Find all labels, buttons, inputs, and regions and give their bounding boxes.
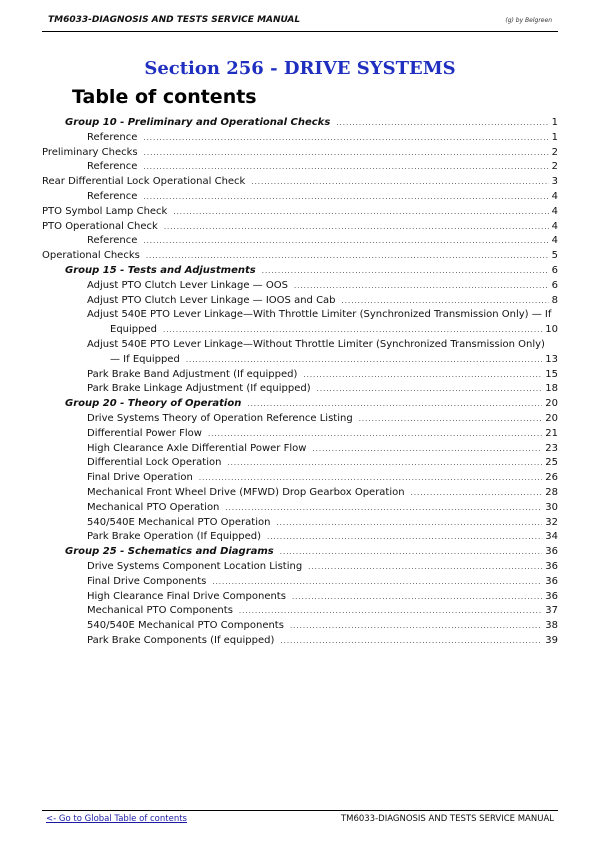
toc-entry-label: Operational Checks <box>42 250 140 262</box>
dot-leader <box>276 516 542 531</box>
toc-entry-row[interactable] <box>87 190 558 205</box>
toc-entry-label: Adjust PTO Clutch Lever Linkage — OOS <box>87 279 288 291</box>
dot-leader <box>186 353 542 368</box>
toc-entry-row[interactable] <box>87 456 558 471</box>
toc-entry-label: 540/540E Mechanical PTO Components <box>87 620 284 632</box>
dot-leader <box>163 323 542 338</box>
toc-entry-label: Reference <box>87 131 138 143</box>
toc-entry-label: Adjust PTO Clutch Lever Linkage — IOOS and Cab <box>87 294 336 306</box>
toc-entry-label: Drive Systems Component Location Listing <box>87 561 303 572</box>
toc-entry-label: Differential Lock Operation <box>87 457 222 469</box>
toc-entry-label: Preliminary Checks <box>42 146 138 158</box>
toc-entry-row[interactable] <box>87 279 558 294</box>
page-number: 4 <box>551 235 558 247</box>
toc-entry-row[interactable] <box>87 501 558 516</box>
page-number: 1 <box>551 131 558 143</box>
toc-entry-label: Park Brake Operation (If Equipped) <box>87 531 262 543</box>
toc-entry-label: High Clearance Final Drive Components <box>87 590 286 602</box>
global-toc-link[interactable]: <- Go to Global Table of contents <box>46 814 187 824</box>
toc-entry-label: Mechanical Front Wheel Drive (MFWD) Drop Gearbox Operation <box>87 487 405 498</box>
toc-entry-row[interactable] <box>42 205 558 220</box>
page-number: 36 <box>545 546 558 558</box>
dot-leader <box>294 279 549 294</box>
toc-entry-label: Mechanical PTO Components <box>87 605 233 617</box>
dot-leader <box>411 486 543 501</box>
toc-entry-label: Group 10 - Preliminary and Operational Checks <box>65 117 331 128</box>
page-number: 38 <box>545 620 558 632</box>
page-number: 2 <box>551 161 558 173</box>
toc-entry-label: Group 20 - Theory of Operation <box>65 398 242 410</box>
dot-leader <box>308 560 542 575</box>
page-number: 1 <box>551 117 558 128</box>
dot-leader <box>303 368 542 383</box>
manual-title: TM6033-DIAGNOSIS AND TESTS SERVICE MANUAL <box>48 15 301 25</box>
toc-entry-row[interactable] <box>110 323 558 338</box>
page-number: 2 <box>551 146 558 158</box>
toc-entry-label: Differential Power Flow <box>87 427 202 439</box>
toc-entry-label: Park Brake Band Adjustment (If equipped) <box>87 368 298 380</box>
toc-entry-label: Mechanical PTO Operation <box>87 501 220 513</box>
dot-leader <box>199 471 542 486</box>
dot-leader <box>262 264 549 279</box>
dot-leader <box>280 634 542 649</box>
page-number: 36 <box>545 561 558 572</box>
toc-group-row[interactable] <box>65 397 558 412</box>
toc-group-row[interactable] <box>65 116 558 131</box>
toc-entry-label: Reference <box>87 235 138 247</box>
dot-leader <box>251 175 548 190</box>
page-number: 18 <box>545 383 558 395</box>
page-number: 26 <box>545 472 558 484</box>
footer-manual-title: TM6033-DIAGNOSIS AND TESTS SERVICE MANUAL <box>340 814 554 824</box>
page-number: 20 <box>545 413 558 424</box>
credit-text: (g) by Belgreen <box>505 17 552 24</box>
toc-entry-label: — If Equipped <box>110 353 180 365</box>
page-number: 30 <box>545 501 558 513</box>
dot-leader <box>143 190 548 205</box>
toc-entry-row[interactable] <box>87 382 558 397</box>
toc-entry-label: Equipped <box>110 324 157 336</box>
toc-entry-row[interactable] <box>87 575 558 590</box>
toc-entry-row[interactable] <box>42 175 558 190</box>
toc-entry-label: Final Drive Operation <box>87 472 193 484</box>
toc-title: Table of contents <box>72 86 257 108</box>
toc-entry-label: Drive Systems Theory of Operation Reference Listing <box>87 413 353 424</box>
section-title: Section 256 - DRIVE SYSTEMS <box>144 58 456 79</box>
toc-entry-row[interactable] <box>87 412 558 427</box>
page-number: 36 <box>545 590 558 602</box>
page-number: 37 <box>545 605 558 617</box>
page-number: 4 <box>551 191 558 202</box>
dot-leader <box>317 382 543 397</box>
toc-entry-label: PTO Operational Check <box>42 220 158 232</box>
toc-entry-label: Group 25 - Schematics and Diagrams <box>65 546 274 558</box>
page-number: 36 <box>545 575 558 587</box>
dot-leader <box>143 160 548 175</box>
page-header <box>42 8 558 32</box>
dot-leader <box>173 205 548 220</box>
toc-entry-label: Rear Differential Lock Operational Check <box>42 176 246 188</box>
dot-leader <box>267 530 542 545</box>
page-number: 20 <box>545 398 558 410</box>
toc-entry-row[interactable] <box>87 530 558 545</box>
dot-leader <box>146 249 549 264</box>
toc-entry-label: Group 15 - Tests and Adjustments <box>65 265 256 276</box>
toc-entry-label: 540/540E Mechanical PTO Operation <box>87 516 271 528</box>
page-number: 6 <box>551 279 558 291</box>
dot-leader <box>280 545 543 560</box>
dot-leader <box>239 604 542 619</box>
page-number: 23 <box>545 442 558 454</box>
toc-group-row[interactable] <box>65 264 558 279</box>
dot-leader <box>208 427 542 442</box>
footer-divider <box>42 810 558 811</box>
toc-entry-row[interactable] <box>87 604 558 619</box>
dot-leader <box>359 412 543 427</box>
toc-entry-row[interactable] <box>87 619 558 634</box>
toc-entry-row[interactable] <box>87 427 558 442</box>
dot-leader <box>290 619 542 634</box>
toc-entry-row[interactable] <box>87 634 558 649</box>
page-number: 5 <box>551 250 558 262</box>
toc-entry-row[interactable] <box>42 146 558 161</box>
dot-leader <box>143 131 548 146</box>
page-number: 3 <box>551 176 558 188</box>
dot-leader <box>225 501 542 516</box>
toc-entry-label: Final Drive Components <box>87 575 207 587</box>
page-number: 6 <box>551 265 558 276</box>
toc-entry-label[interactable]: Adjust 540E PTO Lever Linkage—With Throttle Limiter (Synchronized Transmission Only) — If <box>87 309 552 321</box>
toc-entry-label: PTO Symbol Lamp Check <box>42 205 168 217</box>
page-number: 15 <box>545 368 558 380</box>
page-number: 4 <box>551 205 558 217</box>
page-number: 32 <box>545 516 558 528</box>
toc-entry-row[interactable] <box>87 560 558 575</box>
page-number: 13 <box>545 353 558 365</box>
dot-leader <box>144 146 549 161</box>
toc-entry-row[interactable] <box>87 234 558 249</box>
page-number: 8 <box>551 294 558 306</box>
dot-leader <box>247 397 542 412</box>
dot-leader <box>227 456 542 471</box>
toc-entry-row[interactable] <box>87 368 558 383</box>
dot-leader <box>164 220 549 235</box>
page-number: 4 <box>551 220 558 232</box>
toc-entry-row[interactable] <box>87 294 558 309</box>
toc-entry-label: Park Brake Linkage Adjustment (If equipped) <box>87 383 311 395</box>
dot-leader <box>342 294 549 309</box>
toc-entry-row[interactable] <box>110 353 558 368</box>
toc-entry-label: High Clearance Axle Differential Power Flow <box>87 442 307 454</box>
dot-leader <box>336 116 548 131</box>
page-number: 34 <box>545 531 558 543</box>
dot-leader <box>312 442 542 457</box>
toc-entry-label: Reference <box>87 161 138 173</box>
page-number: 39 <box>545 635 558 646</box>
toc-entry-row[interactable] <box>87 442 558 457</box>
toc-entry-row[interactable] <box>42 220 558 235</box>
toc-entry-label: Reference <box>87 191 138 202</box>
toc-entry-row[interactable] <box>87 131 558 146</box>
toc-entry-row[interactable] <box>87 590 558 605</box>
page-number: 28 <box>545 487 558 498</box>
page-number: 25 <box>545 457 558 469</box>
page-number: 21 <box>545 427 558 439</box>
dot-leader <box>212 575 542 590</box>
dot-leader <box>143 234 548 249</box>
toc-entry-row[interactable] <box>42 249 558 264</box>
toc-entry-row[interactable] <box>87 516 558 531</box>
toc-entry-row[interactable] <box>87 486 558 501</box>
toc-entry-row[interactable] <box>87 471 558 486</box>
toc-entry-label[interactable]: Adjust 540E PTO Lever Linkage—Without Throttle Limiter (Synchronized Transmission Only) <box>87 339 545 350</box>
page-number: 10 <box>545 324 558 336</box>
dot-leader <box>292 590 542 605</box>
toc-group-row[interactable] <box>65 545 558 560</box>
toc-entry-row[interactable] <box>87 160 558 175</box>
toc-entry-label: Park Brake Components (If equipped) <box>87 635 275 646</box>
